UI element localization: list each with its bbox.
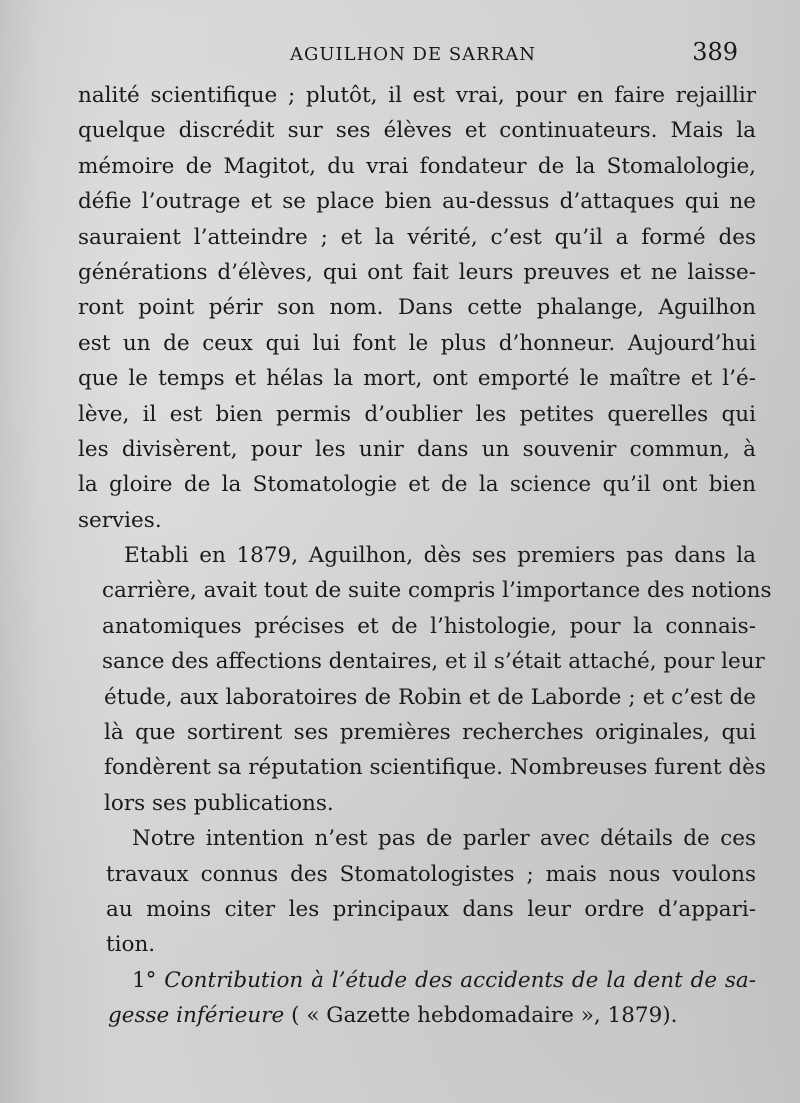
text-line: fondèrent sa réputation scientifique. Nombreuses furent dès bbox=[104, 755, 766, 781]
text-line: sance des affections dentaires, et il s’était attaché, pour leur bbox=[102, 649, 765, 675]
text-line: nalité scientifique ; plutôt, il est vrai, pour en faire rejaillir bbox=[78, 83, 756, 108]
text-line: Etabli en 1879, Aguilhon, dès ses premiers pas dans la bbox=[124, 543, 756, 569]
body-text bbox=[78, 78, 772, 1034]
text-line: défie l’outrage et se place bien au-dessus d’attaques qui ne bbox=[78, 189, 756, 215]
text-line: que le temps et hélas la mort, ont emporté le maître et l’é- bbox=[78, 366, 756, 392]
text-line: générations d’élèves, qui ont fait leurs preuves et ne laisse- bbox=[78, 259, 756, 285]
text-line: lève, il est bien permis d’oublier les petites querelles qui bbox=[78, 401, 756, 427]
paragraph-3 bbox=[78, 821, 756, 963]
item-title-continued: gesse inférieure bbox=[108, 1003, 285, 1029]
item-number: 1° bbox=[132, 967, 157, 993]
page-number: 389 bbox=[692, 38, 738, 66]
text-line: la gloire de la Stomatologie et de la science qu’il ont bien bbox=[78, 472, 756, 498]
text-line: carrière, avait tout de suite compris l’importance des notions bbox=[102, 578, 772, 604]
text-line: quelque discrédit sur ses élèves et continuateurs. Mais la bbox=[78, 118, 756, 144]
text-line: sauraient l’atteindre ; et la vérité, c’est qu’il a formé des bbox=[78, 224, 756, 250]
item-title: Contribution à l’étude des accidents de la dent de sa- bbox=[164, 967, 756, 993]
text-line bbox=[78, 998, 756, 1033]
paragraph-1 bbox=[78, 78, 756, 538]
text-line bbox=[78, 963, 756, 998]
text-line: les divisèrent, pour les unir dans un souvenir commun, à bbox=[78, 436, 756, 462]
text-line: là que sortirent ses premières recherches originales, qui bbox=[104, 720, 756, 746]
text-line: tion. bbox=[106, 932, 156, 958]
running-title: AGUILHON DE SARRAN bbox=[290, 44, 537, 65]
text-line: ront point périr son nom. Dans cette phalange, Aguilhon bbox=[78, 295, 756, 321]
text-line: Notre intention n’est pas de parler avec détails de ces bbox=[132, 826, 756, 852]
text-line: mémoire de Magitot, du vrai fondateur de la Stomalologie, bbox=[78, 153, 756, 179]
item-source: ( « Gazette hebdomadaire », 1879). bbox=[291, 1003, 678, 1029]
text-line: servies. bbox=[78, 507, 162, 533]
text-line: lors ses publications. bbox=[104, 790, 334, 816]
paragraph-2 bbox=[78, 538, 772, 821]
text-line: travaux connus des Stomatologistes ; mais nous voulons bbox=[106, 861, 756, 887]
list-item bbox=[78, 963, 756, 1034]
text-line: est un de ceux qui lui font le plus d’honneur. Aujourd’hui bbox=[78, 330, 756, 356]
text-line: étude, aux laboratoires de Robin et de Laborde ; et c’est de bbox=[104, 684, 756, 710]
running-head bbox=[0, 38, 800, 68]
text-line: au moins citer les principaux dans leur ordre d’appari- bbox=[106, 896, 756, 922]
text-line: anatomiques précises et de l’histologie, pour la connais- bbox=[102, 613, 756, 639]
